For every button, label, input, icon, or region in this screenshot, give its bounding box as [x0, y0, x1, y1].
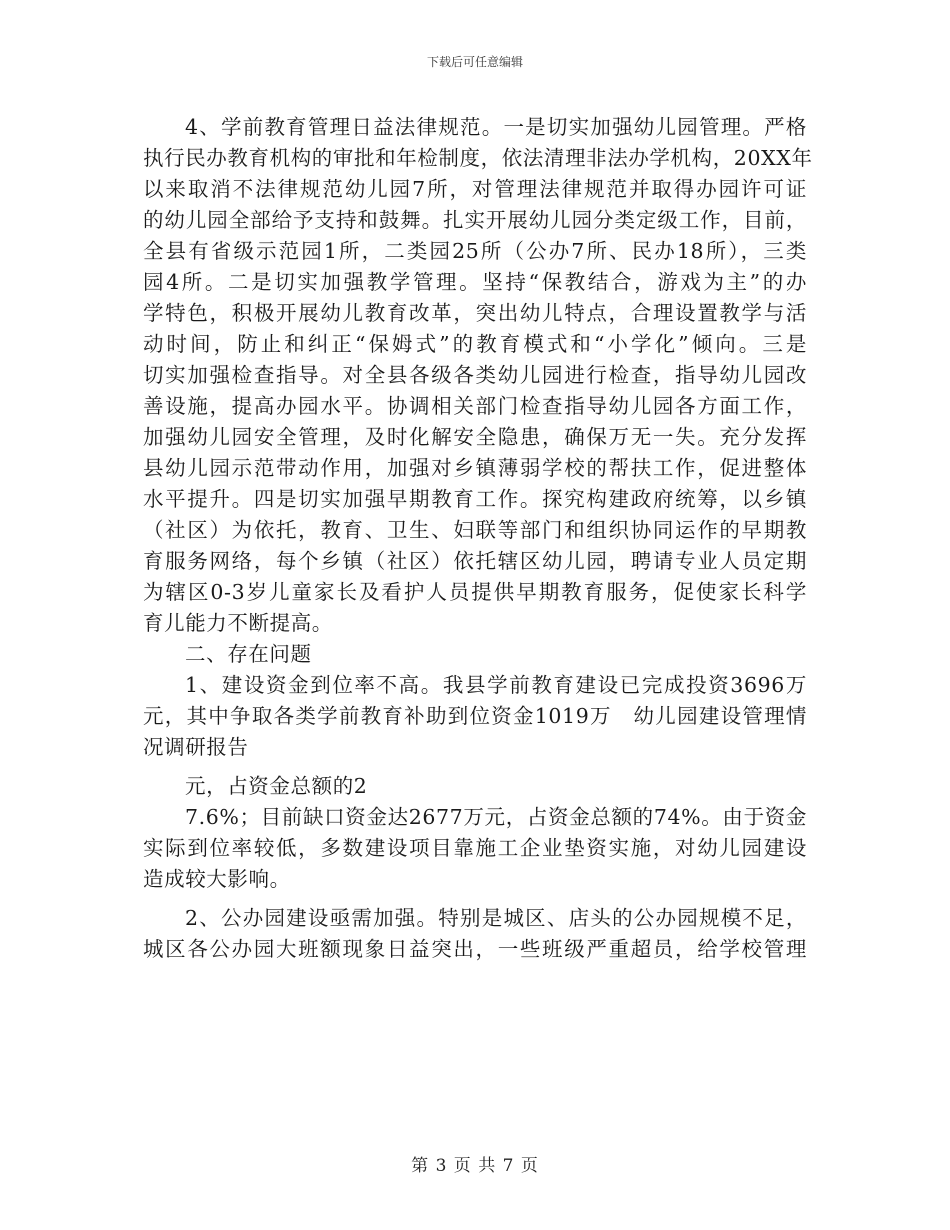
- paragraph-line: 切实加强检查指导。对全县各级各类幼儿园进行检查，指导幼儿园改: [143, 363, 807, 387]
- paragraph-line: 学特色，积极开展幼儿教育改革，突出幼儿特点，合理设置教学与活: [143, 301, 807, 325]
- page-number-footer: [0, 1155, 950, 1177]
- paragraph-line: （社区）为依托，教育、卫生、妇联等部门和组织协同运作的早期教: [143, 518, 807, 542]
- paragraph-line: 城区各公办园大班额现象日益突出，一些班级严重超员，给学校管理: [143, 937, 807, 961]
- paragraph-line: 园4所。二是切实加强教学管理。坚持“保教结合，游戏为主”的办: [143, 270, 807, 294]
- paragraph-line: 育儿能力不断提高。: [143, 611, 333, 635]
- paragraph-line: 育服务网络，每个乡镇（社区）依托辖区幼儿园，聘请专业人员定期: [143, 549, 807, 573]
- paragraph-line: 县幼儿园示范带动作用，加强对乡镇薄弱学校的帮扶工作，促进整体: [143, 456, 807, 480]
- paragraph-line: 的幼儿园全部给予支持和鼓舞。扎实开展幼儿园分类定级工作，目前，: [143, 208, 807, 232]
- paragraph-line: 善设施，提高办园水平。协调相关部门检查指导幼儿园各方面工作，: [143, 394, 807, 418]
- paragraph-line: 4、学前教育管理日益法律规范。一是切实加强幼儿园管理。严格: [185, 115, 807, 139]
- paragraph-line: 水平提升。四是切实加强早期教育工作。探究构建政府统筹，以乡镇: [143, 487, 807, 511]
- paragraph-line: 7.6%；目前缺口资金达2677万元，占资金总额的74%。由于资金: [185, 805, 807, 829]
- paragraph-line: 况调研报告: [143, 735, 249, 759]
- document-body: [143, 112, 813, 965]
- paragraph-line: 为辖区0-3岁儿童家长及看护人员提供早期教育服务，促使家长科学: [143, 580, 807, 604]
- paragraph-line: 以来取消不法律规范幼儿园7所，对管理法律规范并取得办园许可证: [143, 177, 807, 201]
- paragraph-line: 动时间，防止和纠正“保姆式”的教育模式和“小学化”倾向。三是: [143, 332, 807, 356]
- paragraph-line: 2、公办园建设亟需加强。特别是城区、店头的公办园规模不足，: [185, 906, 807, 930]
- paragraph-line: 加强幼儿园安全管理，及时化解安全隐患，确保万无一失。充分发挥: [143, 425, 807, 449]
- paragraph-line: 执行民办教育机构的审批和年检制度，依法清理非法办学机构，20XX年: [143, 146, 813, 170]
- page-header-note: 下载后可任意编辑: [426, 55, 523, 69]
- paragraph-line: 全县有省级示范园1所，二类园25所（公办7所、民办18所），三类: [143, 239, 807, 263]
- paragraph-line: 元，占资金总额的2: [185, 774, 368, 798]
- paragraph-line: 元，其中争取各类学前教育补助到位资金1019万 幼儿园建设管理情: [143, 704, 807, 728]
- paragraph-line: 实际到位率较低，多数建设项目靠施工企业垫资实施，对幼儿园建设: [143, 836, 807, 860]
- paragraph-line: 造成较大影响。: [143, 867, 291, 891]
- page-number-label: 第 3 页 共 7 页: [411, 1156, 539, 1176]
- section-heading: 二、存在问题: [185, 642, 312, 666]
- paragraph-line: 1、建设资金到位率不高。我县学前教育建设已完成投资3696万: [185, 673, 807, 697]
